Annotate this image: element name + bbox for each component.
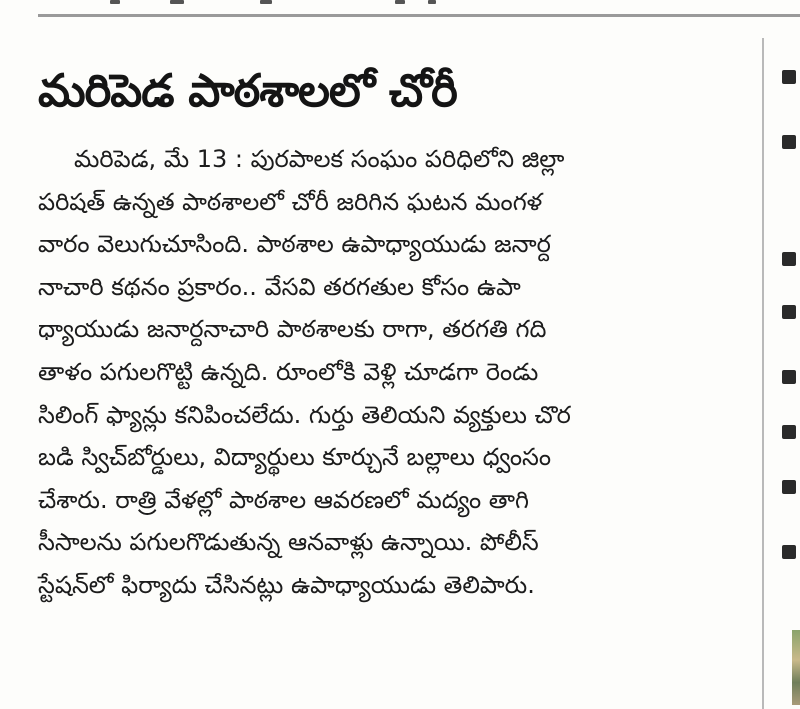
body-line: స్టేషన్‌లో ఫిర్యాదు చేసినట్లు ఉపాధ్యాయుడు తెలిపారు.: [38, 570, 535, 599]
body-line: సీసాలను పగులగొడుతున్న ఆనవాళ్లు ఉన్నాయి. పోలీస్: [38, 528, 539, 557]
top-divider: [38, 14, 800, 17]
article-headline: మరిపెడ పాఠశాలలో చోరీ: [38, 64, 457, 117]
adjacent-article-fragment: [110, 0, 440, 6]
adjacent-column-fragment: [770, 40, 800, 709]
column-divider: [762, 38, 764, 709]
body-line: నాచారి కథనం ప్రకారం.. వేసవి తరగతుల కోసం ఉపా: [38, 272, 521, 301]
body-line: బడి స్విచ్‌బోర్డులు, విద్యార్థులు కూర్చునే బల్లాలు ధ్వంసం: [38, 443, 552, 472]
adjacent-photo-edge: [792, 630, 800, 705]
body-line: పరిషత్ ఉన్నత పాఠశాలలో చోరీ జరిగిన ఘటన మంగళ: [38, 187, 543, 216]
body-line: సిలింగ్ ఫ్యాన్లు కనిపించలేదు. గుర్తు తెలియని వ్యక్తులు చొర: [38, 400, 571, 429]
article-body: [38, 138, 756, 607]
body-line: ధ్యాయుడు జనార్దనాచారి పాఠశాలకు రాగా, తరగతి గది: [38, 315, 547, 344]
body-line: వారం వెలుగుచూసింది. పాఠశాల ఉపాధ్యాయుడు జనార్ద: [38, 230, 551, 259]
body-line: చేశారు. రాత్రి వేళల్లో పాఠశాల ఆవరణలో మద్యం తాగి: [38, 485, 529, 514]
body-line: మరిపెడ, మే 13 : పురపాలక సంఘం పరిధిలోని జిల్లా: [74, 145, 565, 173]
body-line: తాళం పగులగొట్టి ఉన్నది. రూంలోకి వెళ్లి చూడగా రెండు: [38, 357, 539, 386]
